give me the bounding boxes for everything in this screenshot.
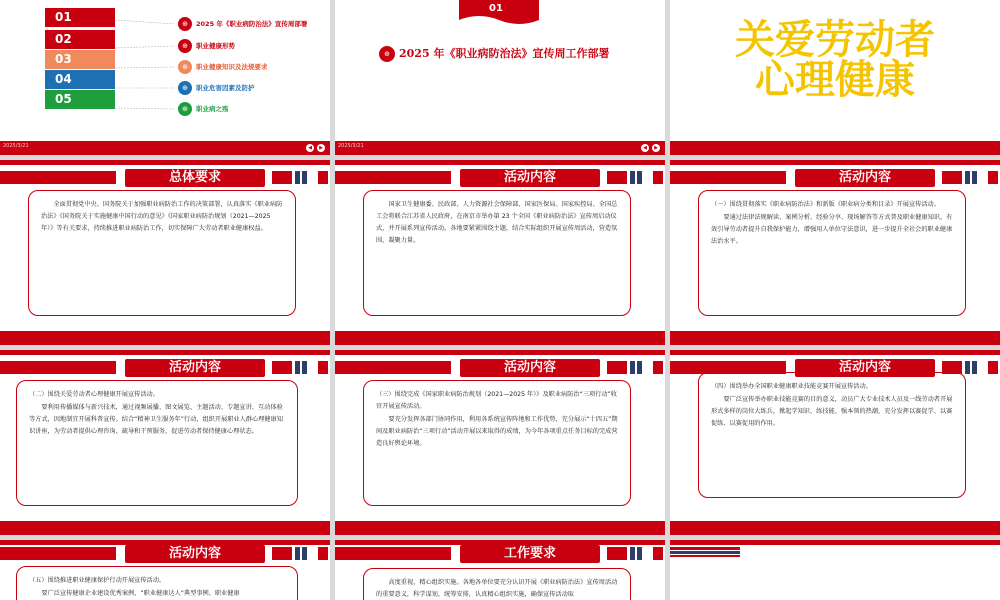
slide-agenda[interactable] (0, 0, 330, 155)
agenda-item-5[interactable]: 职业病之殇 (196, 105, 229, 113)
blue-square (972, 171, 977, 184)
slide-title: 活动内容 (795, 359, 935, 377)
paragraph: 高度重视，精心组织实施。各地各单位要充分认识开展《职业病防治法》宣传周活动的重要意义，科学谋划，统筹安排，认真精心组织实施，确保宣传活动取 (376, 579, 618, 598)
agenda-ribbon-04: 04 (45, 70, 115, 89)
agenda-item-1[interactable]: 2025 年《职业病防治法》宣传周部署 (196, 20, 308, 28)
blue-square (295, 547, 300, 560)
blue-square (295, 171, 300, 184)
blue-square (302, 547, 307, 560)
prev-icon[interactable]: ◀ (641, 144, 649, 152)
blue-square (630, 547, 635, 560)
paragraph: （一）围绕贯彻落实《职业病防治法》和新版《职业病分类和目录》开展宣传活动。 (711, 201, 940, 208)
content-box (16, 380, 298, 506)
paragraph: （四）围绕举办全国职业健康职业技能竞赛开展宣传活动。 (711, 383, 872, 390)
agenda-item-4[interactable]: 职业危害因素及防护 (196, 84, 255, 92)
paragraph: 要充分发挥各部门协同作用，利用各系统宣传阵地和工作优势，充分展示“十四五”期间及职业病防治“三项行动”活动开展以来取得的成绩，为今年各项重点任务目标的完成营造良好舆论环境。 (376, 416, 618, 447)
blue-square (637, 361, 642, 374)
content-box (363, 190, 631, 316)
slide-footer (335, 331, 665, 345)
agenda-item-2[interactable]: 职业健康形势 (196, 42, 235, 50)
slide-footer (670, 521, 1000, 535)
paragraph: （五）围绕推进职业健康保护行动开展宣传活动。 (29, 577, 166, 584)
next-icon[interactable]: ▶ (652, 144, 660, 152)
big-title-line1: 关爱劳动者 (735, 17, 935, 63)
agenda-ribbon-02: 02 (45, 30, 115, 49)
slide-blank[interactable] (670, 540, 1000, 600)
slide-activity-5[interactable] (670, 350, 1000, 535)
blue-square (637, 171, 642, 184)
slide-title: 活动内容 (125, 545, 265, 563)
slide-activity-6[interactable] (0, 540, 330, 600)
content-box (698, 372, 966, 498)
footer-date: 2025/3/21 (338, 143, 364, 149)
next-icon[interactable]: ▶ (317, 144, 325, 152)
paragraph: 要广泛宣传健康企业建设优秀案例、“职业健康达人”典型事例、职业健康 (41, 590, 240, 597)
paragraph: 国家卫生健康委、民政部、人力资源社会保障部、国家医保局、国家疾控局、全国总工会将联合江苏省人民政府，在南京市举办第 23 个全国《职业病防治法》宣传周启动仪式，并开展系列宣传活动。各地要紧紧围绕主题，结合实际组织开展宣传周活动，营造氛围，凝聚力量。 (376, 201, 618, 244)
blue-square (630, 361, 635, 374)
agenda-icon-2: ⊕ (178, 39, 192, 53)
section-title-icon: ⊕ (379, 46, 395, 62)
slide-title: 工作要求 (460, 545, 600, 563)
blue-square (972, 361, 977, 374)
slide-title: 活动内容 (795, 169, 935, 187)
paragraph: 要利用传播媒体与新兴技术，通过视频展播、图文展览、主题活动、专题宣讲、互动体验等方式，因地制宜开展科普宣传。结合“精神卫生服务年”行动，组织开展职业人群心理健康知识讲座，为劳动者提供心理咨询、疏导和干预服务，促进劳动者保持健康心理状态。 (29, 404, 283, 435)
agenda-ribbon-05: 05 (45, 90, 115, 109)
slide-big-title[interactable] (670, 0, 1000, 155)
slide-activity-3[interactable] (0, 350, 330, 535)
footer-date: 2025/3/21 (3, 143, 29, 149)
big-title-line2: 心理健康 (755, 57, 915, 103)
blue-square (630, 171, 635, 184)
content-box (698, 190, 966, 316)
slide-title: 总体要求 (125, 169, 265, 187)
slide-section-title[interactable] (335, 0, 665, 155)
slide-activity-1[interactable] (335, 160, 665, 345)
blue-square (302, 171, 307, 184)
slide-footer (670, 331, 1000, 345)
agenda-item-3[interactable]: 职业健康知识及法规要求 (196, 63, 268, 71)
content-box (363, 568, 631, 600)
slide-footer (0, 331, 330, 345)
slide-title: 活动内容 (460, 169, 600, 187)
paragraph: （二）围绕关爱劳动者心理健康开展宣传活动。 (29, 391, 159, 398)
agenda-icon-4: ⊕ (178, 81, 192, 95)
content-box (16, 566, 298, 600)
connector-lines (115, 10, 180, 120)
paragraph: 要广泛宣传举办职业技能竞赛的目的意义，动员广大专业技术人员及一线劳动者开展形式多样的岗位大练兵，掀起学知识、练技能、强本领的热潮，充分发挥以赛促学、以赛促练、以赛促用的作用。 (711, 396, 953, 427)
slide-title: 活动内容 (460, 359, 600, 377)
blue-square (637, 547, 642, 560)
slide-footer (335, 141, 665, 155)
content-box (363, 380, 631, 506)
blue-square (965, 361, 970, 374)
section-number: 01 (489, 3, 503, 14)
paragraph: （三）围绕完成《国家职业病防治规划（2021—2025 年）》及职业病防治“三项行动”收官开展宣传活动。 (376, 391, 617, 410)
slide-footer (335, 521, 665, 535)
blue-square (302, 361, 307, 374)
content-box (28, 190, 296, 316)
paragraph: 全面贯彻党中央、国务院关于加强职业病防治工作的决策部署，认真落实《职业病防治法》《国务院关于实施健康中国行动的意见》《国家职业病防治规划（2021—2025 年）》等有关要求，持续推进职业病防治工作，切实保障广大劳动者职业健康权益。 (41, 201, 283, 232)
slide-activity-4[interactable] (335, 350, 665, 535)
prev-icon[interactable]: ◀ (306, 144, 314, 152)
agenda-icon-1: ⊕ (178, 17, 192, 31)
slide-title: 活动内容 (125, 359, 265, 377)
slide-footer (0, 521, 330, 535)
decor-stripes (670, 547, 740, 557)
slide-work-requirements[interactable] (335, 540, 665, 600)
blue-square (295, 361, 300, 374)
agenda-ribbon-03: 03 (45, 50, 115, 69)
slide-footer (0, 141, 330, 155)
paragraph: 要通过法律法规解读、案例分析、经验分享、现场解答等方式普及职业健康知识，有效引导劳动者提升自我保护能力，增强用人单位守法意识，进一步提升全社会的职业健康法治水平。 (711, 214, 953, 245)
slide-general-requirements[interactable] (0, 160, 330, 345)
blue-square (965, 171, 970, 184)
section-title: 2025 年《职业病防治法》宣传周工作部署 (399, 47, 610, 60)
agenda-icon-5: ⊕ (178, 102, 192, 116)
agenda-ribbon-01: 01 (45, 8, 115, 27)
agenda-icon-3: ⊕ (178, 60, 192, 74)
slide-footer (670, 141, 1000, 155)
slide-activity-2[interactable] (670, 160, 1000, 345)
